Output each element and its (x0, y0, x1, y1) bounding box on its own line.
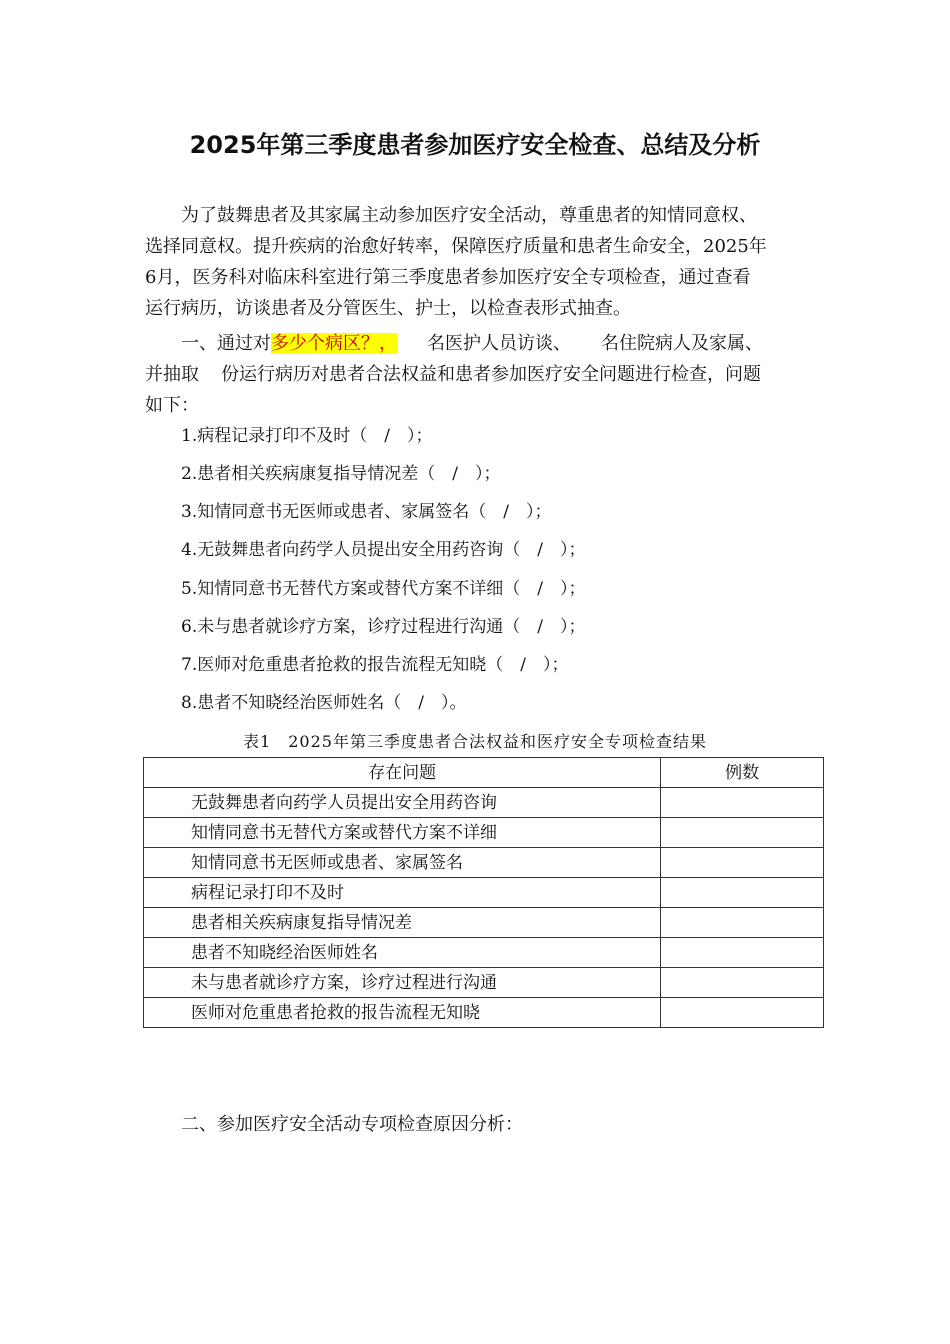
count-cell (661, 878, 824, 908)
list-item: 3.知情同意书无医师或患者、家属签名（ / ）； (181, 502, 552, 522)
section1-part5: 份运行病历对患者合法权益和患者参加医疗安全问题进行检查，问题 (221, 364, 761, 385)
results-table (143, 757, 824, 1028)
section1-part6: 如下： (145, 395, 199, 416)
intro-line-2: 选择同意权。提升疾病的治愈好转率，保障医疗质量和患者生命安全，2025年 (145, 236, 767, 257)
section1-patient-count: 名住院病人及家属、 (601, 333, 763, 354)
table-header-row (144, 758, 824, 788)
issue-cell: 病程记录打印不及时 (144, 878, 661, 908)
intro-line-3: 6月，医务科对临床科室进行第三季度患者参加医疗安全专项检查，通过查看 (145, 267, 751, 288)
issue-cell: 知情同意书无医师或患者、家属签名 (144, 848, 661, 878)
section2-heading: 二、参加医疗安全活动专项检查原因分析： (181, 1114, 523, 1135)
list-item: 6.未与患者就诊疗方案，诊疗过程进行沟通（ / ）； (181, 617, 586, 637)
count-cell (661, 908, 824, 938)
list-item: 4.无鼓舞患者向药学人员提出安全用药咨询（ / ）； (181, 540, 586, 560)
issue-cell: 患者相关疾病康复指导情况差 (144, 908, 661, 938)
intro-paragraph (145, 200, 810, 324)
count-cell (661, 848, 824, 878)
header-issue: 存在问题 (144, 758, 661, 788)
table-row (144, 788, 824, 818)
intro-line-1: 为了鼓舞患者及其家属主动参加医疗安全活动，尊重患者的知情同意权、 (181, 205, 757, 226)
section1-staff-count: 名医护人员访谈、 (427, 333, 571, 354)
count-cell (661, 968, 824, 998)
count-cell (661, 788, 824, 818)
issue-cell: 无鼓舞患者向药学人员提出安全用药咨询 (144, 788, 661, 818)
table-row (144, 968, 824, 998)
count-cell (661, 998, 824, 1028)
list-item: 7.医师对危重患者抢救的报告流程无知晓（ / ）； (181, 655, 569, 675)
document-title: 2025年第三季度患者参加医疗安全检查、总结及分析 (189, 131, 761, 159)
list-item: 2.患者相关疾病康复指导情况差（ / ）； (181, 464, 501, 484)
intro-line-4: 运行病历，访谈患者及分管医生、护士，以检查表形式抽查。 (145, 298, 631, 319)
table-row (144, 848, 824, 878)
list-item: 1.病程记录打印不及时（ / ）； (181, 426, 433, 446)
table-row (144, 878, 824, 908)
table-row (144, 818, 824, 848)
table-row (144, 908, 824, 938)
issue-cell: 患者不知晓经治医师姓名 (144, 938, 661, 968)
count-cell (661, 938, 824, 968)
table-row (144, 938, 824, 968)
issue-cell: 医师对危重患者抢救的报告流程无知晓 (144, 998, 661, 1028)
table-caption: 表1 2025年第三季度患者合法权益和医疗安全专项检查结果 (243, 732, 707, 751)
issue-cell: 知情同意书无替代方案或替代方案不详细 (144, 818, 661, 848)
list-item: 5.知情同意书无替代方案或替代方案不详细（ / ）； (181, 579, 586, 599)
table-row (144, 998, 824, 1028)
section1-paragraph (145, 328, 810, 421)
header-count: 例数 (661, 758, 824, 788)
list-item: 8.患者不知晓经治医师姓名（ / ）。 (181, 693, 467, 713)
section1-part4: 并抽取 (145, 364, 199, 385)
count-cell (661, 818, 824, 848)
highlighted-placeholder: 多少个病区？， (271, 333, 397, 354)
issue-cell: 未与患者就诊疗方案，诊疗过程进行沟通 (144, 968, 661, 998)
section1-prefix: 一、通过对 (181, 333, 271, 354)
